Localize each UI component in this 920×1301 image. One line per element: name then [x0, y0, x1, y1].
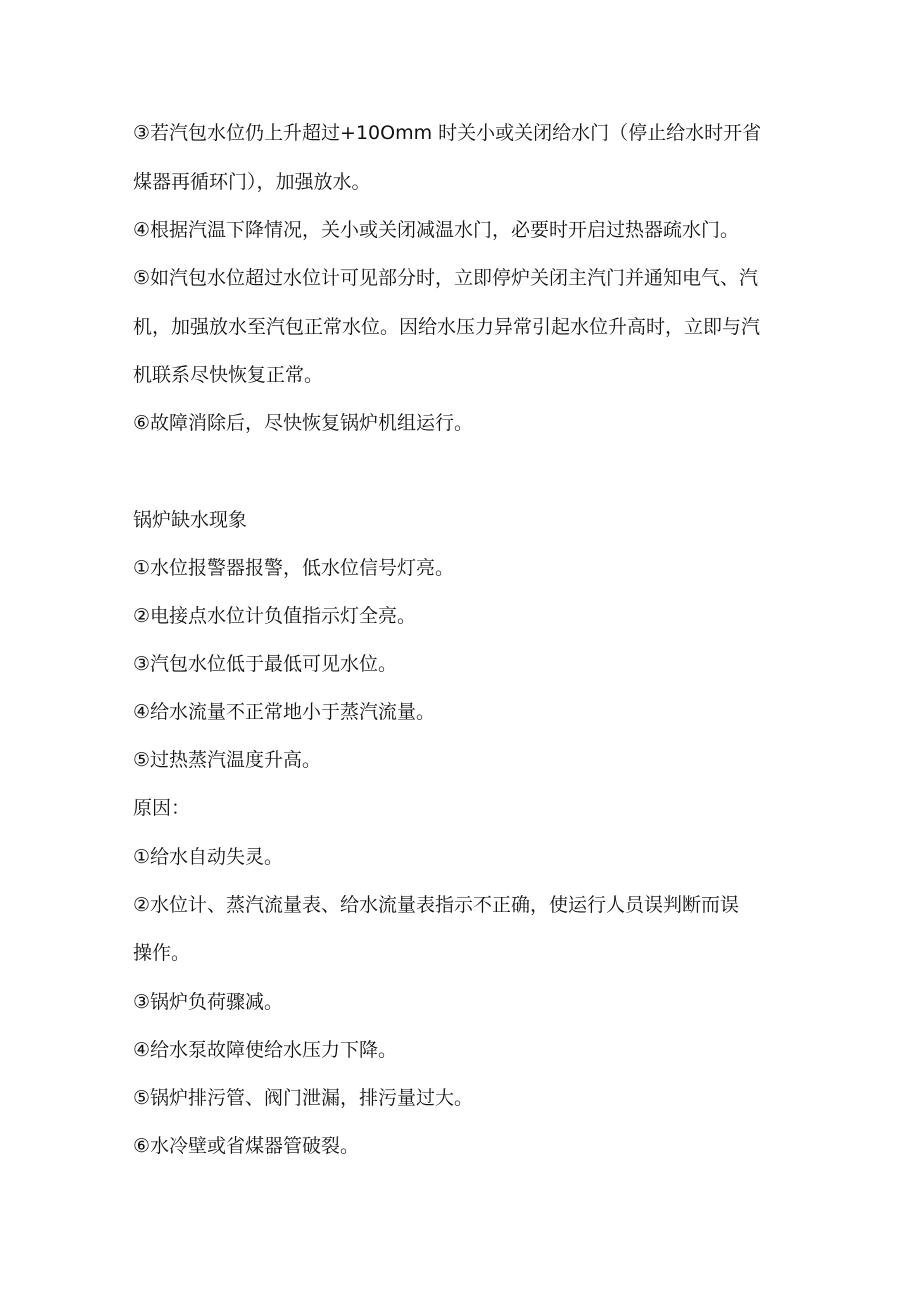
subsection-heading: 原因： — [133, 797, 191, 819]
text-line: ④给水泵故障使给水压力下降。 — [133, 1039, 398, 1061]
text-line: 煤器再循环门），加强放水。 — [133, 171, 371, 193]
text-line: ①给水自动失灵。 — [133, 846, 284, 868]
text-line: ④根据汽温下降情况，关小或关闭减温水门，必要时开启过热器疏水门。 — [133, 219, 740, 241]
text-line: ③若汽包水位仍上升超过+10Omm 时关小或关闭给水门（停止给水时开省 — [133, 122, 762, 144]
text-line: ③锅炉负荷骤减。 — [133, 991, 284, 1013]
text-line: ④给水流量不正常地小于蒸汽流量。 — [133, 701, 436, 723]
text-line: ②电接点水位计负值指示灯全亮。 — [133, 605, 417, 627]
text-line: ⑤过热蒸汽温度升高。 — [133, 749, 322, 771]
text-line: ⑤如汽包水位超过水位计可见部分时，立即停炉关闭主汽门并通知电气、汽 — [133, 267, 759, 289]
text-line: ⑤锅炉排污管、阀门泄漏，排污量过大。 — [133, 1087, 474, 1109]
text-line: ②水位计、蒸汽流量表、给水流量表指示不正确，使运行人员误判断而误 — [133, 894, 740, 916]
text-line: 机，加强放水至汽包正常水位。因给水压力异常引起水位升高时，立即与汽 — [133, 316, 761, 338]
text-line: ⑥故障消除后，尽快恢复锅炉机组运行。 — [133, 412, 474, 434]
section-heading: 锅炉缺水现象 — [133, 509, 248, 531]
text-line: ①水位报警器报警，低水位信号灯亮。 — [133, 557, 455, 579]
text-line: 机联系尽快恢复正常。 — [133, 364, 324, 386]
text-line: ⑥水冷壁或省煤器管破裂。 — [133, 1135, 360, 1157]
text-line: ③汽包水位低于最低可见水位。 — [133, 653, 398, 675]
text-line: 操作。 — [133, 942, 191, 964]
